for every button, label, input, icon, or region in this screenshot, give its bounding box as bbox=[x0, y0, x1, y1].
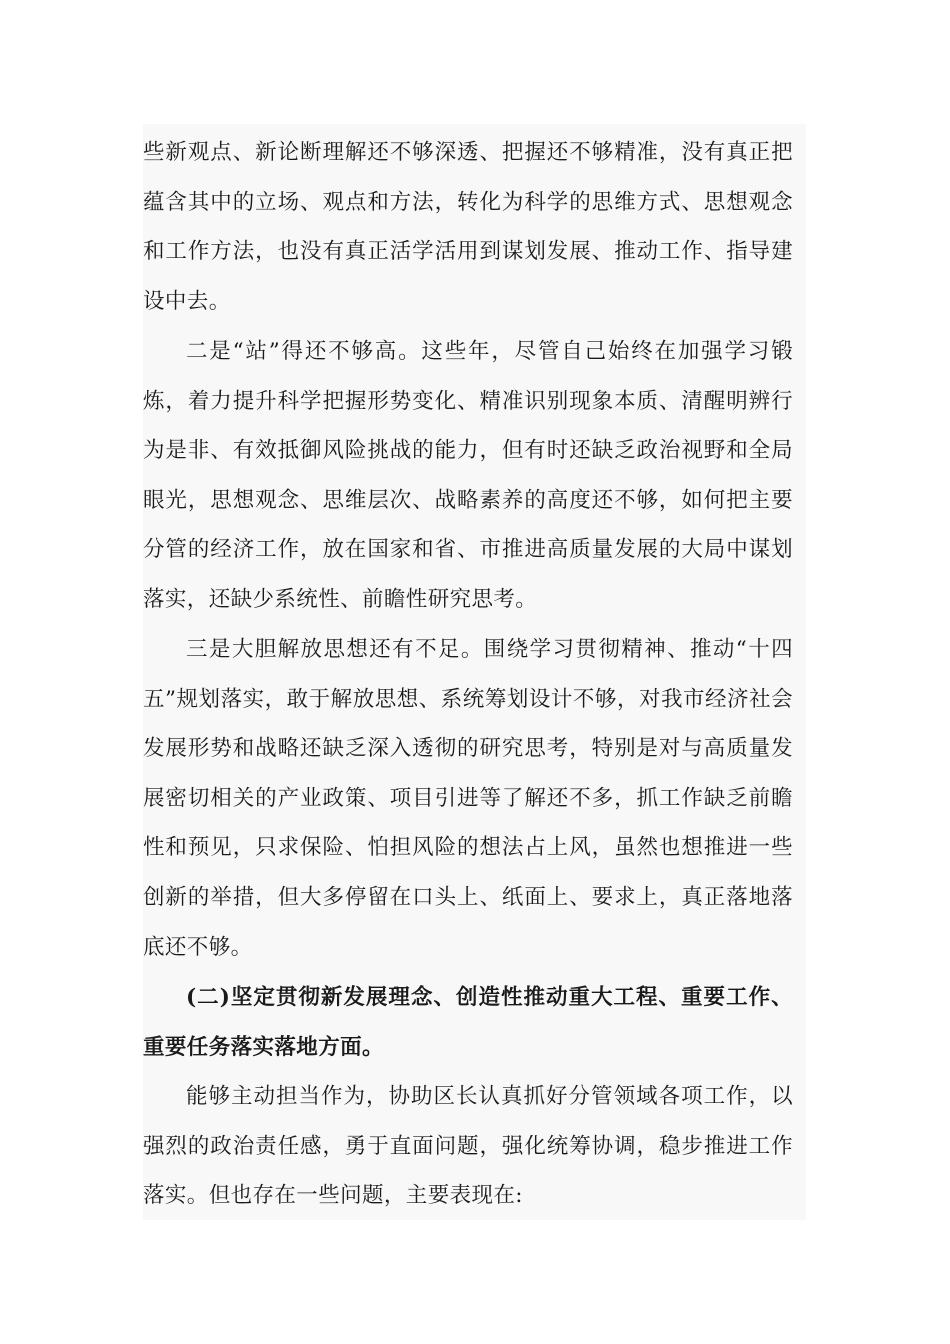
paragraph-point-three: 三是大胆解放思想还有不足。围绕学习贯彻精神、推动“十四五”规划落实，敢于解放思想、系统筹划设计不够，对我市经济社会发展形势和战略还缺乏深入透彻的研究思考，特别是对与高质量发展密切相关的产业政策、项目引进等了解还不多，抓工作缺乏前瞻性和预见，只求保险、怕担风险的想法占上风，虽然也想推进一些创新的举措，但大多停留在口头上、纸面上、要求上，真正落地落底还不够。 bbox=[143, 637, 793, 960]
paragraph-section-intro: 能够主动担当作为，协助区长认真抓好分管领域各项工作，以强烈的政治责任感，勇于直面问题，强化统筹协调，稳步推进工作落实。但也存在一些问题，主要表现在: bbox=[143, 1084, 793, 1209]
paragraph-point-two: 二是“站”得还不够高。这些年，尽管自己始终在加强学习锻炼，着力提升科学把握形势变化、精准识别现象本质、清醒明辨行为是非、有效抵御风险挑战的能力，但有时还缺乏政治视野和全局眼光，思想观念、思维层次、战略素养的高度还不够，如何把主要分管的经济工作，放在国家和省、市推进高质量发展的大局中谋划落实，还缺少系统性、前瞻性研究思考。 bbox=[143, 339, 793, 612]
paragraph-continuation: 些新观点、新论断理解还不够深透、把握还不够精准，没有真正把蕴含其中的立场、观点和方法，转化为科学的思维方式、思想观念和工作方法，也没有真正活学活用到谋划发展、推动工作、指导建设中去。 bbox=[143, 140, 793, 314]
section-heading: (二)坚定贯彻新发展理念、创造性推动重大工程、重要工作、重要任务落实落地方面。 bbox=[143, 985, 793, 1060]
